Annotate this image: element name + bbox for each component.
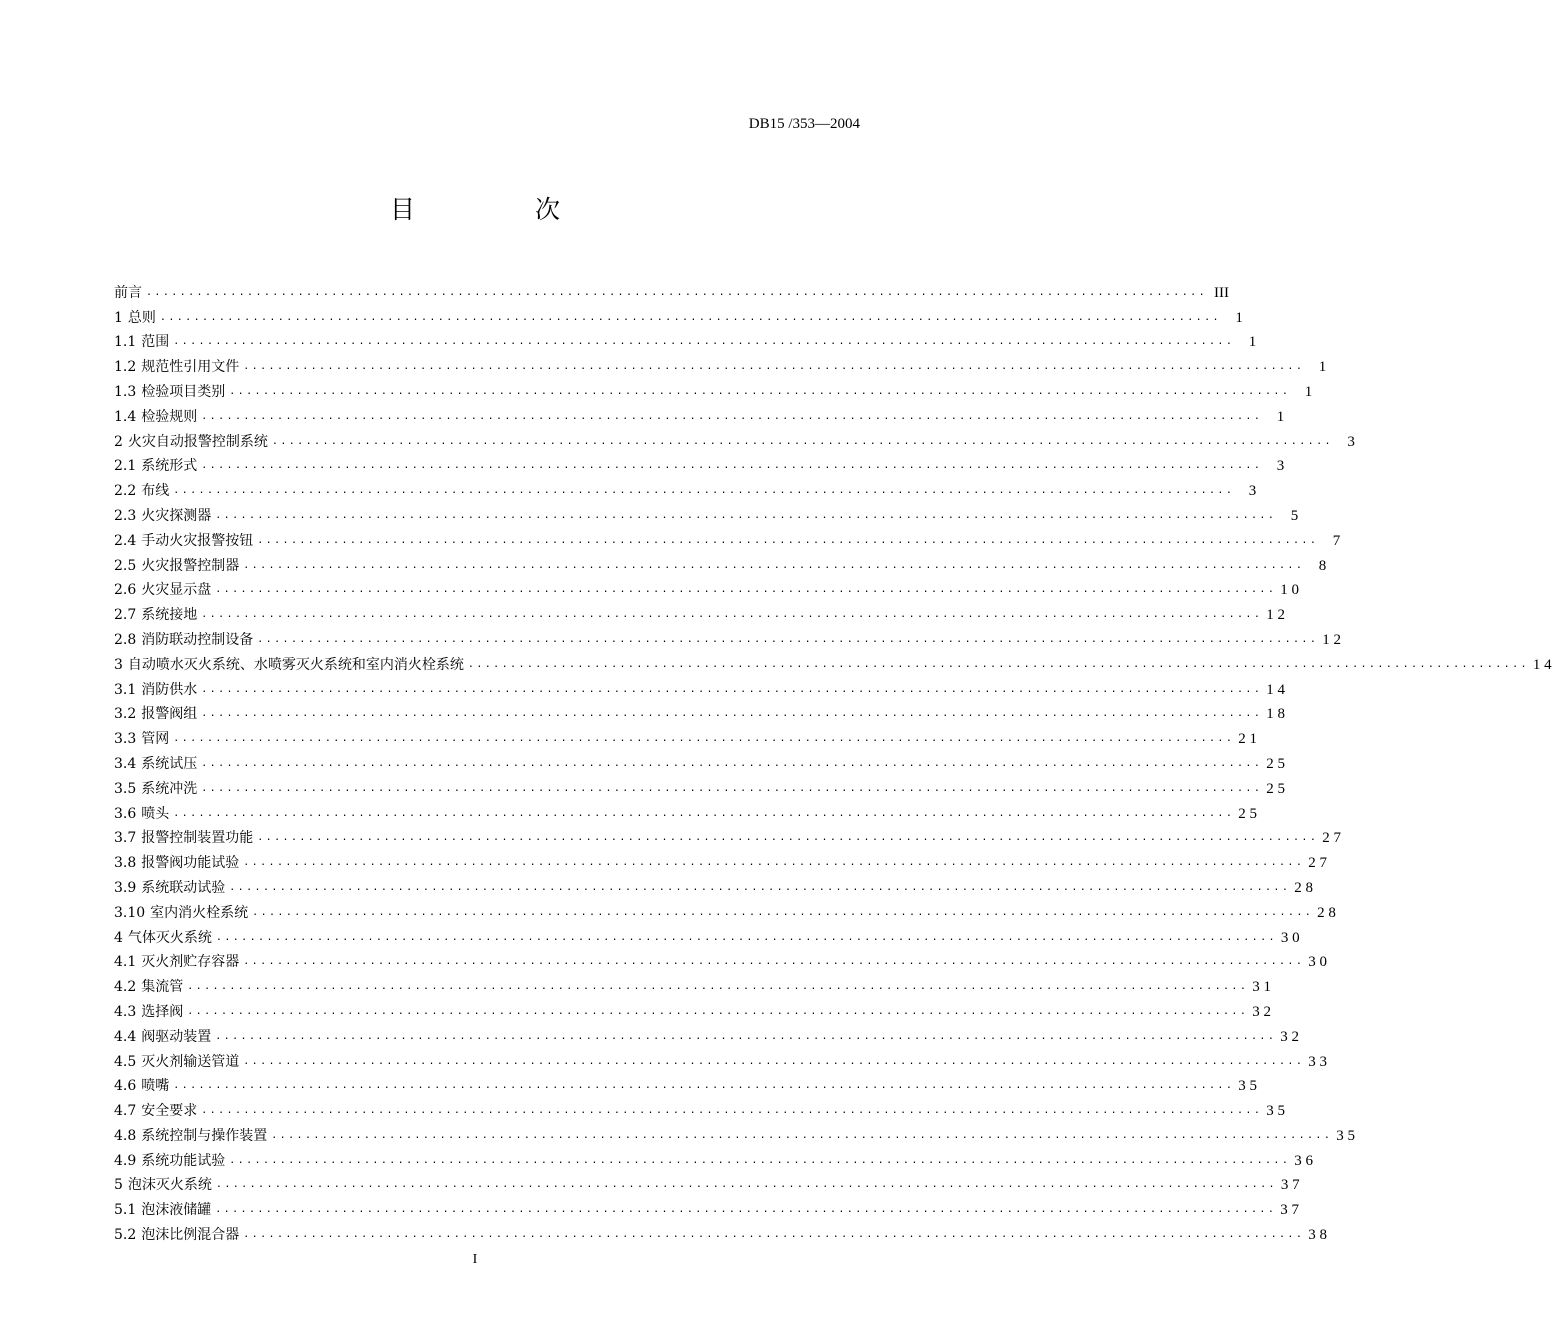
toc-entry-label: 报警阀组 xyxy=(141,706,198,723)
toc-entry-label: 消防供水 xyxy=(141,681,198,698)
toc-entry-number: 1.4 xyxy=(114,408,137,425)
page-number: I xyxy=(472,1252,478,1267)
toc-dot-leader: .............................................................................................................................. xyxy=(215,931,1277,943)
toc-entry-label: 集流管 xyxy=(141,979,184,996)
toc-entry[interactable] xyxy=(114,475,1257,500)
toc-entry-page: 3 3 xyxy=(1308,1053,1327,1070)
toc-dot-leader: .............................................................................................................................. xyxy=(243,559,1305,571)
toc-entry-page: 3 7 xyxy=(1280,1177,1300,1194)
toc-entry[interactable] xyxy=(114,624,1341,649)
toc-entry-label: 系统功能试验 xyxy=(141,1152,226,1169)
toc-entry-number: 1.3 xyxy=(114,383,137,400)
toc-entry-number: 3.10 xyxy=(114,904,146,921)
toc-entry-number: 2.6 xyxy=(114,582,137,599)
toc-entry-page: 2 7 xyxy=(1308,855,1327,872)
toc-entry[interactable] xyxy=(114,500,1299,525)
toc-entry[interactable] xyxy=(114,599,1285,624)
toc-entry[interactable] xyxy=(114,575,1299,600)
toc-entry-page: 3 0 xyxy=(1308,954,1327,971)
toc-entry[interactable] xyxy=(114,922,1300,947)
toc-entry-page: 3 7 xyxy=(1280,1202,1299,1219)
toc-entry-label: 火灾探测器 xyxy=(141,507,212,524)
toc-dot-leader: .............................................................................................................................. xyxy=(146,286,1207,298)
toc-entry-number: 3.4 xyxy=(114,755,137,772)
toc-dot-leader: .............................................................................................................................. xyxy=(243,956,1305,968)
toc-entry-page: 1 2 xyxy=(1322,631,1341,648)
toc-entry[interactable] xyxy=(114,1046,1327,1071)
toc-entry-number: 3 xyxy=(114,656,123,673)
toc-dot-leader: .............................................................................................................................. xyxy=(215,1030,1277,1042)
toc-entry-page: 1 0 xyxy=(1280,582,1299,599)
toc-entry-number: 5.1 xyxy=(114,1202,137,1219)
toc-entry-label: 系统试压 xyxy=(141,755,198,772)
toc-dot-leader: .............................................................................................................................. xyxy=(271,435,1333,447)
toc-entry[interactable] xyxy=(114,1170,1300,1195)
toc-dot-leader: .............................................................................................................................. xyxy=(201,410,1263,422)
toc-entry-label: 室内消火栓系统 xyxy=(150,904,249,921)
toc-entry-page: 3 8 xyxy=(1308,1227,1327,1244)
toc-entry-number: 3.2 xyxy=(114,706,137,723)
toc-entry[interactable] xyxy=(114,426,1355,451)
toc-entry-label: 报警阀功能试验 xyxy=(141,855,240,872)
toc-entry-label: 总则 xyxy=(127,309,156,326)
toc-entry-number: 3.8 xyxy=(114,855,137,872)
toc-entry-page: 3 0 xyxy=(1280,929,1300,946)
toc-dot-leader: .............................................................................................................................. xyxy=(201,757,1263,769)
toc-entry-label: 范围 xyxy=(141,334,170,351)
toc-entry-number: 2.4 xyxy=(114,532,137,549)
toc-entry-number: 1 xyxy=(114,309,123,326)
toc-entry-number: 4 xyxy=(114,929,123,946)
toc-entry[interactable] xyxy=(114,451,1285,476)
toc-entry-number: 2 xyxy=(114,433,123,450)
toc-dot-leader: .............................................................................................................................. xyxy=(252,906,1314,918)
toc-dot-leader: .............................................................................................................................. xyxy=(187,1005,1249,1017)
toc-dot-leader: .............................................................................................................................. xyxy=(243,1055,1305,1067)
toc-entry-page: 3 5 xyxy=(1266,1103,1285,1120)
toc-entry-label: 气体灭火系统 xyxy=(127,929,212,946)
toc-entry[interactable] xyxy=(114,1145,1313,1170)
toc-entry-page: 3 5 xyxy=(1238,1078,1257,1095)
toc-entry-number: 4.9 xyxy=(114,1152,137,1169)
toc-dot-leader: .............................................................................................................................. xyxy=(173,807,1235,819)
toc-entry-label: 系统形式 xyxy=(141,458,198,475)
toc-entry[interactable] xyxy=(114,798,1257,823)
toc-entry-number: 4.8 xyxy=(114,1127,137,1144)
toc-entry-number: 3.7 xyxy=(114,830,137,847)
toc-dot-leader: .............................................................................................................................. xyxy=(215,509,1277,521)
toc-dot-leader: .............................................................................................................................. xyxy=(173,733,1235,745)
toc-entry-label: 喷嘴 xyxy=(141,1078,170,1095)
toc-entry-number: 2.1 xyxy=(114,458,137,475)
toc-entry[interactable] xyxy=(114,897,1336,922)
toc-dot-leader: .............................................................................................................................. xyxy=(243,1229,1305,1241)
toc-dot-leader: .............................................................................................................................. xyxy=(215,1179,1277,1191)
toc-entry-number: 5.2 xyxy=(114,1227,137,1244)
toc-entry-label: 布线 xyxy=(141,483,170,500)
toc-entry[interactable] xyxy=(114,1095,1285,1120)
toc-dot-leader: .............................................................................................................................. xyxy=(201,460,1263,472)
toc-dot-leader: .............................................................................................................................. xyxy=(257,832,1319,844)
toc-entry-label: 泡沫灭火系统 xyxy=(127,1177,212,1194)
toc-entry-page: 3 xyxy=(1347,433,1355,450)
toc-entry[interactable] xyxy=(114,1071,1257,1096)
toc-entry[interactable] xyxy=(114,1194,1299,1219)
toc-entry[interactable] xyxy=(114,351,1327,376)
toc-entry-label: 规范性引用文件 xyxy=(141,359,240,376)
toc-dot-leader: .............................................................................................................................. xyxy=(173,1080,1235,1092)
toc-entry-page: III xyxy=(1213,284,1229,301)
toc-entry-number: 3.1 xyxy=(114,681,137,698)
toc-entry-page: 2 5 xyxy=(1266,755,1285,772)
toc-title: 目 次 xyxy=(390,195,616,224)
toc-entry-label: 管网 xyxy=(141,731,170,748)
toc-entry-number: 3.5 xyxy=(114,780,137,797)
toc-entry[interactable] xyxy=(114,996,1271,1021)
toc-entry[interactable] xyxy=(114,748,1285,773)
toc-entry-page: 1 xyxy=(1318,359,1327,376)
toc-dot-leader: .............................................................................................................................. xyxy=(257,633,1319,645)
toc-entry-page: 1 2 xyxy=(1266,607,1285,624)
toc-entry-label: 泡沫液储罐 xyxy=(141,1202,212,1219)
toc-entry-number: 3.3 xyxy=(114,731,137,748)
toc-entry[interactable] xyxy=(114,947,1327,972)
toc-dot-leader: .............................................................................................................................. xyxy=(271,1129,1333,1141)
toc-entry-page: 1 xyxy=(1276,408,1285,425)
toc-entry[interactable] xyxy=(114,1120,1355,1145)
toc-dot-leader: .............................................................................................................................. xyxy=(229,385,1291,397)
toc-entry-label: 火灾报警控制器 xyxy=(141,557,240,574)
toc-entry[interactable] xyxy=(114,649,1552,674)
toc-entry-page: 2 7 xyxy=(1322,830,1341,847)
toc-entry-page: 8 xyxy=(1318,557,1327,574)
toc-entry-number: 2.5 xyxy=(114,557,137,574)
toc-dot-leader: .............................................................................................................................. xyxy=(201,609,1263,621)
toc-entry-number: 2.2 xyxy=(114,483,137,500)
toc-entry[interactable] xyxy=(114,525,1341,550)
toc-entry-number: 4.6 xyxy=(114,1078,137,1095)
toc-entry-number: 4.3 xyxy=(114,1003,137,1020)
toc-entry-label: 喷头 xyxy=(141,805,170,822)
toc-entry-number: 1.2 xyxy=(114,359,137,376)
toc-dot-leader: .............................................................................................................................. xyxy=(173,336,1235,348)
toc-entry-label: 安全要求 xyxy=(141,1103,198,1120)
table-of-contents xyxy=(114,277,1552,1244)
toc-entry-label: 手动火灾报警按钮 xyxy=(141,532,254,549)
toc-entry-label: 系统接地 xyxy=(141,607,198,624)
toc-entry-page: 3 6 xyxy=(1294,1152,1313,1169)
toc-entry-label: 灭火剂输送管道 xyxy=(141,1053,240,1070)
toc-entry-label: 系统控制与操作装置 xyxy=(141,1127,268,1144)
toc-entry-label: 选择阀 xyxy=(141,1003,184,1020)
toc-dot-leader: .............................................................................................................................. xyxy=(229,881,1291,893)
toc-dot-leader: .............................................................................................................................. xyxy=(243,857,1305,869)
toc-dot-leader: .............................................................................................................................. xyxy=(201,683,1263,695)
toc-entry-number: 4.1 xyxy=(114,954,137,971)
toc-dot-leader: .............................................................................................................................. xyxy=(201,1105,1263,1117)
toc-entry[interactable] xyxy=(114,302,1243,327)
toc-entry[interactable] xyxy=(114,872,1313,897)
toc-entry-page: 3 5 xyxy=(1336,1127,1355,1144)
toc-entry-page: 2 5 xyxy=(1238,805,1257,822)
toc-dot-leader: .............................................................................................................................. xyxy=(215,1204,1277,1216)
document-code: DB15 /353—2004 xyxy=(748,116,860,132)
toc-entry-number: 3.6 xyxy=(114,805,137,822)
toc-dot-leader: .............................................................................................................................. xyxy=(159,311,1221,323)
toc-entry-page: 1 8 xyxy=(1266,706,1285,723)
toc-entry-label: 消防联动控制设备 xyxy=(141,631,254,648)
toc-entry-page: 7 xyxy=(1332,532,1341,549)
toc-entry-label: 报警控制装置功能 xyxy=(141,830,254,847)
toc-entry-label: 系统冲洗 xyxy=(141,780,198,797)
toc-entry-page: 3 1 xyxy=(1252,979,1271,996)
toc-entry[interactable] xyxy=(114,401,1285,426)
toc-entry-page: 1 xyxy=(1248,334,1257,351)
toc-entry-page: 3 xyxy=(1248,483,1257,500)
toc-entry-label: 灭火剂贮存容器 xyxy=(141,954,240,971)
toc-entry-page: 2 5 xyxy=(1266,780,1285,797)
toc-entry-label: 自动喷水灭火系统、水喷雾灭火系统和室内消火栓系统 xyxy=(127,656,464,673)
toc-entry-number: 4.5 xyxy=(114,1053,137,1070)
toc-entry-page: 1 xyxy=(1304,383,1313,400)
toc-entry-label: 前言 xyxy=(114,284,142,301)
toc-entry[interactable] xyxy=(114,823,1341,848)
toc-entry-number: 1.1 xyxy=(114,334,137,351)
toc-dot-leader: .............................................................................................................................. xyxy=(257,534,1319,546)
toc-entry-number: 4.2 xyxy=(114,979,137,996)
toc-entry-page: 5 xyxy=(1290,507,1299,524)
toc-entry-label: 检验规则 xyxy=(141,408,198,425)
toc-entry-page: 1 4 xyxy=(1266,681,1285,698)
toc-entry-page: 3 xyxy=(1276,458,1285,475)
toc-entry-number: 3.9 xyxy=(114,879,137,896)
toc-entry-number: 4.7 xyxy=(114,1103,137,1120)
toc-entry-label: 检验项目类别 xyxy=(141,383,226,400)
toc-dot-leader: .............................................................................................................................. xyxy=(215,584,1277,596)
toc-entry-page: 3 2 xyxy=(1280,1028,1299,1045)
toc-dot-leader: .............................................................................................................................. xyxy=(187,981,1249,993)
toc-dot-leader: .............................................................................................................................. xyxy=(467,658,1529,670)
toc-entry[interactable] xyxy=(114,723,1257,748)
toc-entry[interactable] xyxy=(114,277,1229,302)
toc-entry[interactable] xyxy=(114,674,1285,699)
toc-entry-number: 5 xyxy=(114,1177,123,1194)
toc-entry-label: 阀驱动装置 xyxy=(141,1028,212,1045)
toc-entry-label: 系统联动试验 xyxy=(141,879,226,896)
toc-entry-page: 1 xyxy=(1235,309,1243,326)
toc-entry-page: 2 8 xyxy=(1294,879,1313,896)
toc-entry[interactable] xyxy=(114,1021,1299,1046)
toc-entry-number: 2.8 xyxy=(114,631,137,648)
toc-entry-label: 火灾自动报警控制系统 xyxy=(127,433,268,450)
toc-entry[interactable] xyxy=(114,1219,1327,1244)
toc-entry-page: 1 4 xyxy=(1532,656,1552,673)
toc-entry-number: 2.7 xyxy=(114,607,137,624)
toc-dot-leader: .............................................................................................................................. xyxy=(173,485,1235,497)
toc-entry-number: 2.3 xyxy=(114,507,137,524)
toc-entry-page: 3 2 xyxy=(1252,1003,1271,1020)
toc-entry[interactable] xyxy=(114,327,1257,352)
toc-entry-label: 泡沫比例混合器 xyxy=(141,1227,240,1244)
toc-entry[interactable] xyxy=(114,376,1313,401)
toc-dot-leader: .............................................................................................................................. xyxy=(243,361,1305,373)
toc-dot-leader: .............................................................................................................................. xyxy=(201,782,1263,794)
toc-dot-leader: .............................................................................................................................. xyxy=(201,708,1263,720)
toc-entry[interactable] xyxy=(114,847,1327,872)
toc-entry[interactable] xyxy=(114,550,1327,575)
toc-entry-page: 2 1 xyxy=(1238,731,1257,748)
toc-entry[interactable] xyxy=(114,971,1271,996)
toc-entry[interactable] xyxy=(114,699,1285,724)
toc-entry-label: 火灾显示盘 xyxy=(141,582,212,599)
toc-entry-number: 4.4 xyxy=(114,1028,137,1045)
toc-entry-page: 2 8 xyxy=(1317,904,1336,921)
toc-dot-leader: .............................................................................................................................. xyxy=(229,1154,1291,1166)
toc-entry[interactable] xyxy=(114,773,1285,798)
